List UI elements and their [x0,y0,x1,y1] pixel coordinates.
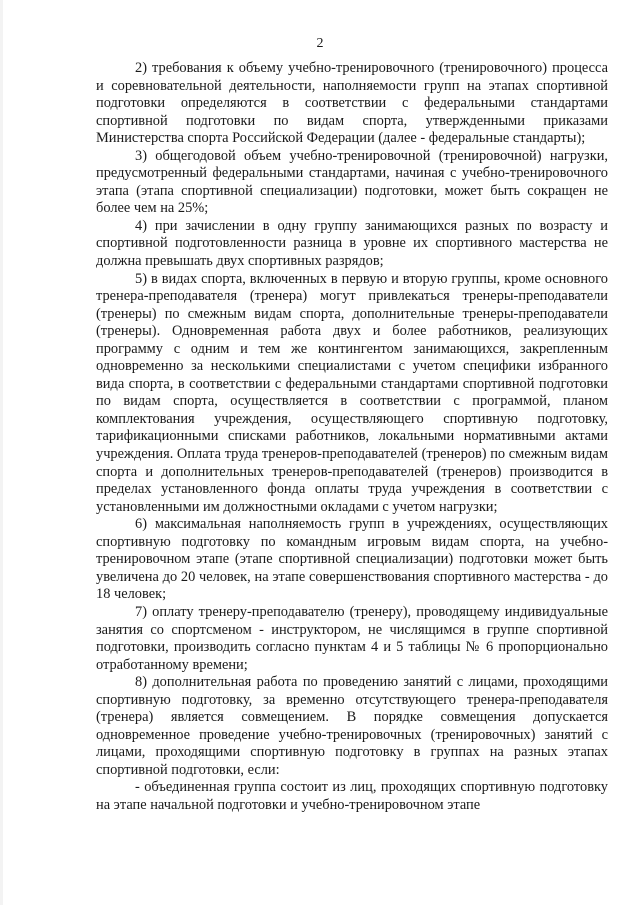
document-body [96,60,608,815]
paragraph-item-4: 4) при зачислении в одну группу занимающихся разных по возрасту и спортивной подготовленности разница в уровне их спортивного мастерства не должна превышать двух спортивных разрядов; [96,217,608,270]
paragraph-item-7: 7) оплату тренеру-преподавателю (тренеру), проводящему индивидуальные занятия со спортсменом - инструктором, не числящимся в группе спортивной подготовки, производить согласно пунктам 4 и 5 таблицы № 6 пропорционально отработанному времени; [96,603,608,673]
paragraph-subitem-combined-group: - объединенная группа состоит из лиц, проходящих спортивную подготовку на этапе начальной подготовки и учебно-тренировочном этапе [96,779,608,813]
page-number: 2 [316,36,324,51]
paragraph-item-8: 8) дополнительная работа по проведению занятий с лицами, проходящими спортивную подготовку, за временно отсутствующего тренера-преподавателя (тренера) является совмещением. В порядке совмещения допускается одновременное проведение учебно-тренировочных (тренировочных) занятий с лицами, проходящими спортивную подготовку в группах на разных этапах спортивной подготовки, если: [96,674,608,778]
page-edge-shadow [0,0,3,905]
paragraph-item-3: 3) общегодовой объем учебно-тренировочной (тренировочной) нагрузки, предусмотренный федеральными стандартами, начиная с учебно-тренировочного этапа (этапа спортивной специализации) подготовки, может быть сокращен не более чем на 25%; [96,147,608,217]
paragraph-item-5: 5) в видах спорта, включенных в первую и вторую группы, кроме основного тренера-преподавателя (тренера) могут привлекаться тренеры-преподаватели (тренеры) по смежным видам спорта, дополнительные тренеры-преподаватели (тренеры). Одновременная работа двух и более работников, реализующих программу с одним и тем же контингентом занимающихся, закрепленным одновременно за несколькими специалистами с учетом специфики избранного вида спорта, в соответствии с федеральными стандартами спортивной подготовки по видам спорта, осуществляется в соответствии с программой, планом комплектования учреждения, осуществляющего спортивную подготовку, тарификационными списками работников, локальными нормативными актами учреждения. Оплата труда тренеров-преподавателей (тренеров) по смежным видам спорта и дополнительных тренеров-преподавателей (тренеров) производится в пределах установленного фонда оплаты труда учреждения в соответствии с установленными им должностными окладами с учетом нагрузки; [96,270,608,515]
paragraph-item-2: 2) требования к объему учебно-тренировочного (тренировочного) процесса и соревновательной деятельности, наполняемости групп на этапах спортивной подготовки определяются в соответствии с федеральными стандартами спортивной подготовки по видам спорта, утвержденными приказами Министерства спорта Российской Федерации (далее - федеральные стандарты); [96,60,608,147]
paragraph-item-6: 6) максимальная наполняемость групп в учреждениях, осуществляющих спортивную подготовку по командным игровым видам спорта, на учебно-тренировочном этапе (этапе спортивной специализации) подготовки может быть увеличена до 20 человек, на этапе совершенствования спортивного мастерства - до 18 человек; [96,516,608,603]
